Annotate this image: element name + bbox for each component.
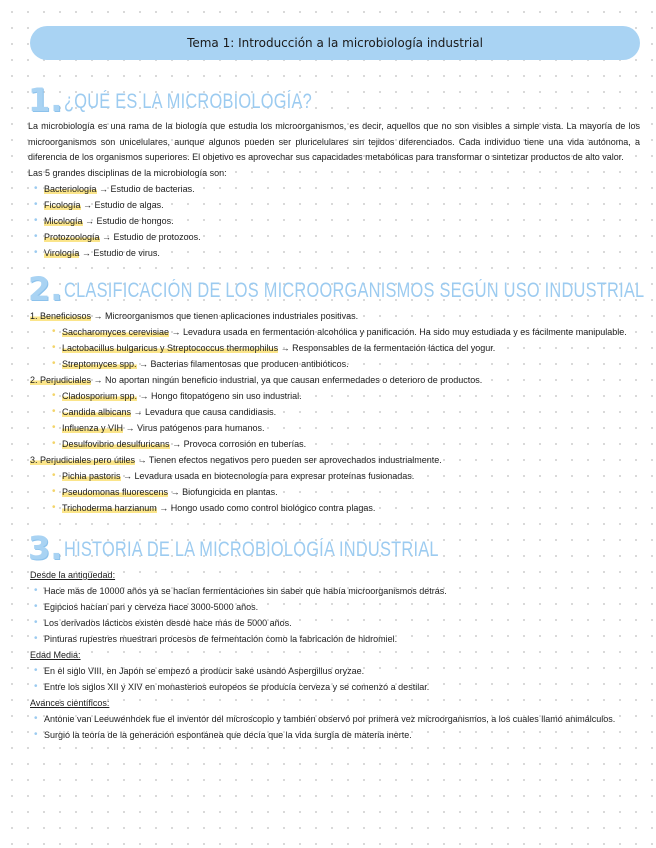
- organism-item: [28, 468, 642, 484]
- organism-name: Pseudomonas fluorescens: [62, 487, 169, 497]
- disciplines-intro: Las 5 grandes disciplinas de la microbiología son:: [28, 167, 227, 178]
- organism-name: Saccharomyces cerevisiae: [62, 327, 170, 337]
- group-label: 2. Perjudiciales: [30, 375, 92, 385]
- section-2-heading: [28, 269, 645, 308]
- discipline-name: Ficología: [44, 200, 81, 210]
- discipline-item: [28, 229, 642, 245]
- history-item: • En el siglo VIII, en Japón se empezó a producir sake usando Aspergillus oryzae.: [28, 663, 642, 679]
- discipline-item: [28, 213, 642, 229]
- history-item: • Surgió la teoría de la generación espontánea que decía que la vida surgía de materia inerte.: [28, 727, 642, 743]
- history-item: • Los derivados lácticos existen desde hace más de 5000 años.: [28, 615, 642, 631]
- organism-item: [28, 388, 642, 404]
- organism-desc: → Virus patógenos para humanos.: [123, 423, 265, 433]
- discipline-item: [28, 197, 642, 213]
- history-item: • Egipcios hacían pan y cerveza hace 3000-5000 años.: [28, 599, 642, 615]
- group-harmful-useful-list: [28, 468, 642, 516]
- discipline-desc: → Estudio de algas.: [80, 200, 164, 210]
- group-beneficial: [28, 308, 642, 324]
- organism-name: Influenza y VIH: [62, 423, 124, 433]
- page-header: [30, 26, 640, 60]
- page-title: Tema 1: Introducción a la microbiología industrial: [187, 36, 483, 50]
- group-label: 3. Perjudiciales pero útiles: [30, 455, 136, 465]
- group-beneficial-list: [28, 324, 642, 372]
- organism-desc: → Levadura que causa candidiasis.: [131, 407, 277, 417]
- organism-name: Cladosporium spp.: [62, 391, 138, 401]
- history-item: • Antonie van Leeuwenhoek fue el inventor del microscopio y también observó por primera vez microorganismos, a los cuales llamó animálculos.: [28, 711, 642, 727]
- organism-desc: → Levadura usada en biotecnología para expresar proteínas fusionadas.: [120, 471, 415, 481]
- group-harmful-useful: [28, 452, 642, 468]
- organism-name: Pichia pastoris: [62, 471, 121, 481]
- group-desc: → No aportan ningún beneficio industrial, ya que causan enfermedades o deterioro de productos.: [91, 375, 483, 385]
- organism-name: Candida albicans: [62, 407, 132, 417]
- period-antiquity-list: [28, 583, 642, 647]
- section-2-number: 2.: [28, 270, 63, 308]
- organism-item: [28, 500, 642, 516]
- section-1-number: 1.: [28, 81, 63, 119]
- organism-item: [28, 356, 642, 372]
- organism-desc: → Provoca corrosión en tuberías.: [169, 439, 307, 449]
- discipline-name: Virología: [44, 248, 80, 258]
- section-1-title: ¿QUÉ ES LA MICROBIOLOGÍA?: [64, 90, 313, 113]
- organism-name: Trichoderma harzianum: [62, 503, 157, 513]
- discipline-desc: → Estudio de hongos.: [82, 216, 174, 226]
- section-2-title: CLASIFICACIÓN DE LOS MICROORGANISMOS SEGÚN USO INDUSTRIAL: [64, 279, 645, 302]
- organism-item: [28, 436, 642, 452]
- period-middle-ages-label: Edad Media:: [30, 650, 81, 660]
- group-harmful-list: [28, 388, 642, 452]
- organism-item: [28, 324, 642, 340]
- section-3-number: 3.: [28, 529, 63, 567]
- section-3-heading: [28, 528, 642, 567]
- period-antiquity-label: Desde la antigüedad:: [30, 570, 116, 580]
- organism-name: Streptomyces spp.: [62, 359, 137, 369]
- organism-name: Lactobacillus bulgaricus y Streptococcus thermophilus: [62, 343, 279, 353]
- history-item: • Hace más de 10000 años ya se hacían fermentaciones sin saber que había microorganismos detrás.: [28, 583, 642, 599]
- organism-item: [28, 340, 642, 356]
- discipline-item: [28, 181, 642, 197]
- organism-desc: → Levadura usada en fermentación alcohólica y panificación. Ha sido muy estudiada y es fácilmente manipulable.: [169, 327, 627, 337]
- discipline-desc: → Estudio de protozoos.: [99, 232, 201, 242]
- organism-desc: → Bacterias filamentosas que producen antibióticos.: [136, 359, 349, 369]
- organism-name: Desulfovibrio desulfuricans: [62, 439, 170, 449]
- organism-item: [28, 484, 642, 500]
- organism-desc: → Hongo fitopatógeno sin uso industrial.: [137, 391, 302, 401]
- section-1-intro: La microbiología es una rama de la biología que estudia los microorganismos, es decir, aquellos que no son visibles a simple vista. La mayoría de los microorganismos son unicelulares, aunque algunos pueden ser pluricelulares sin tejidos diferenciados. Cada individuo tiene una vida autónoma, a diferencia de los organismos superiores. El objetivo es aprovechar sus capacidades metabólicas para transformar o sintetizar productos de alto valor.: [28, 121, 640, 162]
- period-middle-ages-list: [28, 663, 642, 695]
- group-label: 1. Beneficiosos: [30, 311, 92, 321]
- discipline-desc: → Estudio de bacterias.: [96, 184, 195, 194]
- discipline-item: [28, 245, 642, 261]
- section-3-title: HISTORIA DE LA MICROBIOLOGÍA INDUSTRIAL: [64, 538, 440, 561]
- discipline-name: Micología: [44, 216, 83, 226]
- group-desc: → Microorganismos que tienen aplicaciones industriales positivas.: [91, 311, 359, 321]
- group-harmful: [28, 372, 642, 388]
- organism-desc: → Hongo usado como control biológico contra plagas.: [156, 503, 376, 513]
- history-item: • Pinturas rupestres muestran procesos de fermentación como la fabricación de hidromiel.: [28, 631, 642, 647]
- disciplines-list: [28, 181, 642, 261]
- discipline-name: Bacteriología: [44, 184, 97, 194]
- organism-item: [28, 404, 642, 420]
- discipline-desc: → Estudio de virus.: [79, 248, 160, 258]
- group-desc: → Tienen efectos negativos pero pueden ser aprovechados industrialmente.: [135, 455, 442, 465]
- organism-desc: → Responsables de la fermentación láctica del yogur.: [278, 343, 496, 353]
- history-item: • Entre los siglos XII y XIV en monasterios europeos se producía cerveza y se comenzó a destilar.: [28, 679, 642, 695]
- section-1-heading: [28, 80, 642, 119]
- organism-desc: → Biofungicida en plantas.: [168, 487, 278, 497]
- notes-page: [28, 80, 645, 743]
- discipline-name: Protozoología: [44, 232, 100, 242]
- period-science-list: [28, 711, 642, 743]
- period-science-label: Avances científicos:: [30, 698, 110, 708]
- organism-item: [28, 420, 642, 436]
